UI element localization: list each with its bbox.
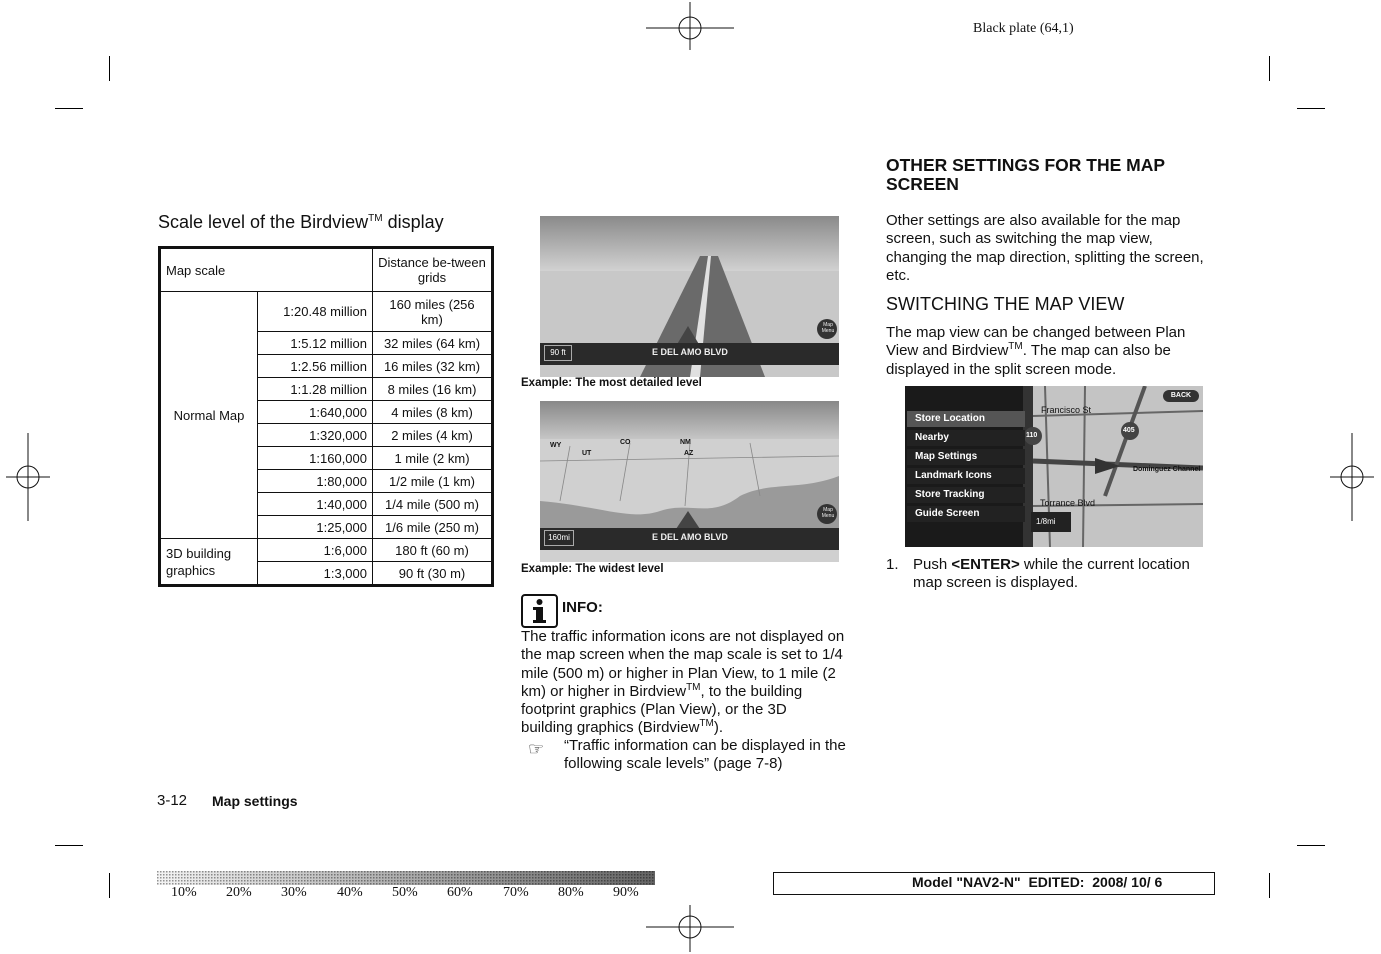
street-name: E DEL AMO BLVD	[652, 347, 728, 357]
distance-cell: 8 miles (16 km)	[373, 378, 493, 401]
density-percent: 30%	[281, 885, 307, 900]
distance-cell: 2 miles (4 km)	[373, 424, 493, 447]
step-text: Push <ENTER> while the current location map screen is displayed.	[913, 556, 1190, 592]
street-label: Dominguez Channel	[1133, 466, 1201, 473]
scale-cell: 1:20.48 million	[258, 292, 373, 332]
scale-section-title: Scale level of the Birdview™ display	[158, 212, 444, 232]
table-row	[160, 539, 493, 562]
page-number: 3-12	[157, 792, 188, 809]
info-text: The traffic information icons are not displayed on the map screen when the map scale is set to 1/4 mile (500 m) or higher in Plan View, to 1 mile (2 km) or higher in Birdview™, to the building footprint graphics (Plan View), or the 3D building graphics (Birdview™).	[521, 628, 845, 737]
scale-cell: 1:3,000	[258, 562, 373, 586]
caption-widest: Example: The widest level	[521, 563, 664, 575]
density-scale-bar	[157, 871, 655, 885]
density-percent: 50%	[392, 885, 418, 900]
header-map-scale: Map scale	[160, 248, 373, 292]
distance-cell: 1 mile (2 km)	[373, 447, 493, 470]
scale-indicator: 1/8mi	[1036, 517, 1056, 526]
normal-map-cell: Normal Map	[160, 292, 258, 539]
nav-menu-screen-image	[905, 386, 1203, 547]
scale-cell: 1:640,000	[258, 401, 373, 424]
footer-section-title: Map settings	[212, 793, 298, 809]
intro-paragraph: Other settings are also available for the map screen, such as switching the map view, changing the map direction, splitting the screen, etc.	[886, 212, 1204, 284]
density-percent: 10%	[171, 885, 197, 900]
switch-paragraph: The map view can be changed between Plan View and Birdview™. The map can also be displayed in the split screen mode.	[886, 324, 1186, 378]
street-label: Torrance Blvd	[1040, 498, 1096, 508]
density-percent: 70%	[503, 885, 529, 900]
table-row	[160, 292, 493, 332]
menu-map-settings: Map Settings	[907, 449, 1025, 465]
distance-cell: 160 miles (256 km)	[373, 292, 493, 332]
distance-cell: 32 miles (64 km)	[373, 332, 493, 355]
distance-cell: 90 ft (30 m)	[373, 562, 493, 586]
distance-cell: 180 ft (60 m)	[373, 539, 493, 562]
distance-cell: 16 miles (32 km)	[373, 355, 493, 378]
menu-store-tracking: Store Tracking	[907, 487, 1025, 503]
building-cell: 3D building graphics	[160, 539, 258, 586]
reference-link[interactable]: “Traffic information can be displayed in the following scale levels” (page 7-8)	[564, 737, 846, 773]
route-shield-label: 110	[1026, 432, 1038, 439]
back-button: BACK	[1163, 390, 1199, 402]
distance-cell: 1/2 mile (1 km)	[373, 470, 493, 493]
reference-hand-icon: ☞	[528, 739, 545, 759]
state-label: NM	[680, 439, 691, 446]
info-label: INFO:	[562, 599, 603, 616]
info-icon	[521, 594, 558, 628]
scale-table	[158, 246, 494, 587]
scale-cell: 1:80,000	[258, 470, 373, 493]
scale-cell: 1:160,000	[258, 447, 373, 470]
density-percent: 80%	[558, 885, 584, 900]
state-label: WY	[550, 442, 562, 449]
state-label: AZ	[684, 450, 694, 457]
birdview-widest-image	[540, 401, 839, 562]
street-name: E DEL AMO BLVD	[652, 532, 728, 542]
scale-cell: 1:320,000	[258, 424, 373, 447]
step-number: 1.	[886, 556, 899, 573]
distance-cell: 1/4 mile (500 m)	[373, 493, 493, 516]
model-edited-label: Model "NAV2-N" EDITED: 2008/ 10/ 6	[912, 874, 1163, 890]
density-percent: 40%	[337, 885, 363, 900]
density-percent: 20%	[226, 885, 252, 900]
caption-detailed: Example: The most detailed level	[521, 377, 702, 389]
density-percent: 90%	[613, 885, 639, 900]
scale-cell: 1:1.28 million	[258, 378, 373, 401]
street-label: Francisco St	[1041, 405, 1092, 415]
table-header-row	[160, 248, 493, 292]
scale-cell: 1:2.56 million	[258, 355, 373, 378]
scale-indicator: 90 ft	[544, 345, 572, 361]
scale-cell: 1:40,000	[258, 493, 373, 516]
scale-indicator: 160mi	[544, 530, 574, 546]
map-menu-button: Map Menu	[821, 507, 835, 519]
scale-cell: 1:6,000	[258, 539, 373, 562]
section-heading: OTHER SETTINGS FOR THE MAP SCREEN	[886, 155, 1165, 194]
map-menu-button: Map Menu	[821, 322, 835, 334]
menu-landmark-icons: Landmark Icons	[907, 468, 1025, 484]
density-percent: 60%	[447, 885, 473, 900]
state-label: UT	[582, 450, 592, 457]
state-label: CO	[620, 439, 631, 446]
menu-guide-screen: Guide Screen	[907, 506, 1025, 522]
plate-label: Black plate (64,1)	[973, 21, 1074, 36]
route-shield-label: 405	[1123, 427, 1135, 434]
menu-nearby: Nearby	[907, 430, 1025, 446]
scale-cell: 1:25,000	[258, 516, 373, 539]
birdview-detailed-image	[540, 216, 839, 377]
scale-cell: 1:5.12 million	[258, 332, 373, 355]
subsection-heading: SWITCHING THE MAP VIEW	[886, 294, 1125, 314]
distance-cell: 1/6 mile (250 m)	[373, 516, 493, 539]
header-distance: Distance be-tween grids	[373, 248, 493, 292]
menu-store-location: Store Location	[907, 411, 1025, 427]
distance-cell: 4 miles (8 km)	[373, 401, 493, 424]
